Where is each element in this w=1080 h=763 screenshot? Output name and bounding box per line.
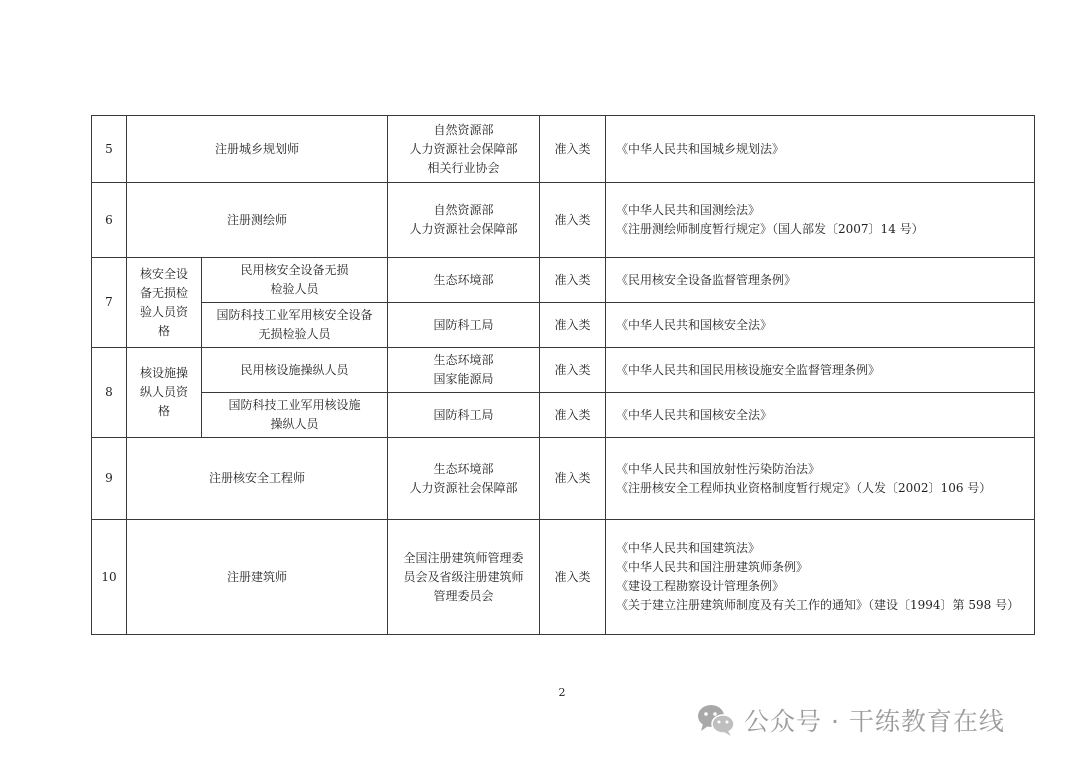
law-cell: 《中华人民共和国民用核设施安全监督管理条例》 (606, 348, 1035, 393)
category-cell: 准入类 (540, 303, 606, 348)
law-cell: 《中华人民共和国建筑法》 《中华人民共和国注册建筑师条例》 《建设工程勘察设计管理条例》 《关于建立注册建筑师制度及有关工作的通知》（建设〔1994〕第 598 号） (606, 520, 1035, 635)
department-cell: 生态环境部 人力资源社会保障部 (388, 438, 540, 520)
qualification-subtitle: 国防科技工业军用核安全设备 无损检验人员 (202, 303, 388, 348)
row-number: 5 (92, 116, 127, 183)
row-number: 10 (92, 520, 127, 635)
table-row (92, 303, 1035, 348)
table-row (92, 520, 1035, 635)
qualification-table (91, 115, 1035, 635)
table-row (92, 438, 1035, 520)
category-cell: 准入类 (540, 520, 606, 635)
category-cell: 准入类 (540, 438, 606, 520)
table-row (92, 258, 1035, 303)
table-row (92, 393, 1035, 438)
department-cell: 自然资源部 人力资源社会保障部 (388, 183, 540, 258)
category-cell: 准入类 (540, 183, 606, 258)
wechat-icon (696, 703, 736, 737)
table-row (92, 183, 1035, 258)
law-cell: 《中华人民共和国城乡规划法》 (606, 116, 1035, 183)
row-number: 7 (92, 258, 127, 348)
law-cell: 《中华人民共和国核安全法》 (606, 303, 1035, 348)
department-cell: 全国注册建筑师管理委 员会及省级注册建筑师 管理委员会 (388, 520, 540, 635)
row-number: 8 (92, 348, 127, 438)
qualification-subtitle: 民用核安全设备无损 检验人员 (202, 258, 388, 303)
department-cell: 国防科工局 (388, 303, 540, 348)
row-number: 9 (92, 438, 127, 520)
qualification-title: 注册城乡规划师 (127, 116, 388, 183)
law-cell: 《中华人民共和国核安全法》 (606, 393, 1035, 438)
category-cell: 准入类 (540, 393, 606, 438)
category-cell: 准入类 (540, 116, 606, 183)
category-cell: 准入类 (540, 258, 606, 303)
watermark-text: 公众号 · 干练教育在线 (744, 707, 1005, 736)
law-cell: 《民用核安全设备监督管理条例》 (606, 258, 1035, 303)
category-cell: 准入类 (540, 348, 606, 393)
qualification-group: 核安全设 备无损检 验人员资 格 (127, 258, 202, 348)
table-row (92, 116, 1035, 183)
department-cell: 国防科工局 (388, 393, 540, 438)
row-number: 6 (92, 183, 127, 258)
watermark (696, 702, 1005, 738)
department-cell: 生态环境部 (388, 258, 540, 303)
law-cell: 《中华人民共和国测绘法》 《注册测绘师制度暂行规定》（国人部发〔2007〕14 号） (606, 183, 1035, 258)
qualification-title: 注册测绘师 (127, 183, 388, 258)
qualification-title: 注册建筑师 (127, 520, 388, 635)
qualification-title: 注册核安全工程师 (127, 438, 388, 520)
table-row (92, 348, 1035, 393)
page-number: 2 (558, 686, 566, 699)
law-cell: 《中华人民共和国放射性污染防治法》 《注册核安全工程师执业资格制度暂行规定》（人发〔2002〕106 号） (606, 438, 1035, 520)
qualification-subtitle: 民用核设施操纵人员 (202, 348, 388, 393)
qualification-subtitle: 国防科技工业军用核设施 操纵人员 (202, 393, 388, 438)
department-cell: 生态环境部 国家能源局 (388, 348, 540, 393)
department-cell: 自然资源部 人力资源社会保障部 相关行业协会 (388, 116, 540, 183)
qualification-group: 核设施操 纵人员资 格 (127, 348, 202, 438)
